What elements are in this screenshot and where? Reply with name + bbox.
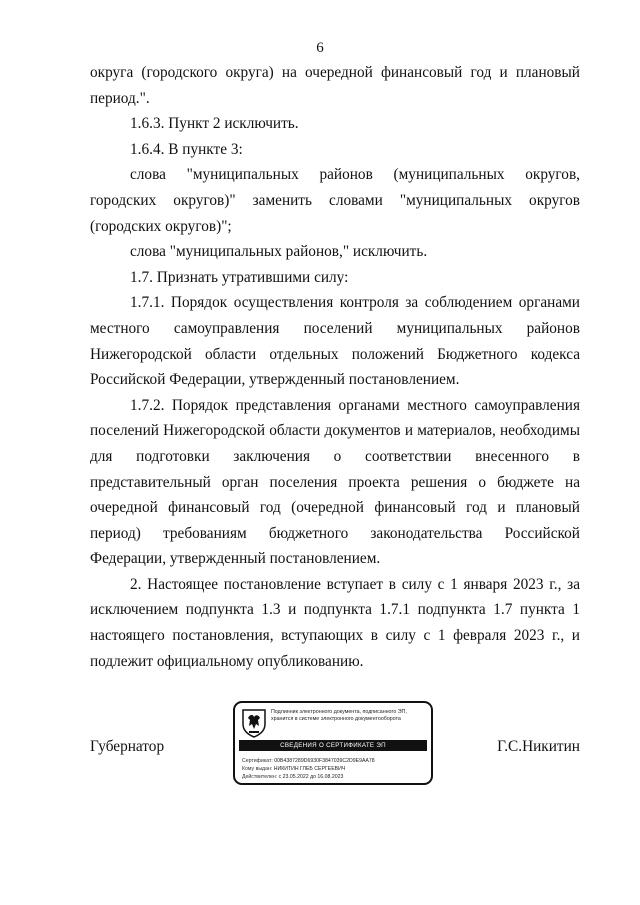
- coat-of-arms-icon: [241, 708, 267, 738]
- certificate-value: 00B4387289D6930F3847039C2D9E9AA78: [274, 758, 375, 764]
- certificate-row: [242, 758, 430, 764]
- signer-name: Г.С.Никитин: [497, 738, 580, 755]
- certificate-label: Сертификат:: [242, 758, 273, 764]
- paragraph-replace-words: слова "муниципальных районов (муниципальных округов, городских округов)" заменить словами "муниципальных округов (городских округов)";: [90, 166, 580, 235]
- paragraph-continuation: округа (городского округа) на очередной финансовый год и плановый период.".: [90, 64, 580, 107]
- document-body: [90, 60, 580, 674]
- stamp-header-line-2: хранится в системе электронного документооборота: [271, 716, 401, 722]
- paragraph-1-7-1: 1.7.1. Порядок осуществления контроля за соблюдением органами местного самоуправления поселений муниципальных районов Нижегородской области отдельных положений Бюджетного кодекса Российской Федерации, утвержденный постановлением.: [90, 294, 580, 389]
- electronic-signature-stamp: [233, 701, 433, 785]
- issued-to-value: НИКИТИН ГЛЕБ СЕРГЕЕВИЧ: [273, 766, 346, 772]
- paragraph-1-6-3: 1.6.3. Пункт 2 исключить.: [130, 115, 299, 133]
- paragraph-1-6-4: 1.6.4. В пункте 3:: [130, 140, 243, 158]
- stamp-header: [271, 709, 429, 723]
- issued-to-row: [242, 766, 430, 772]
- page-number: 6: [316, 40, 324, 56]
- validity-label: Действителен:: [242, 774, 278, 780]
- signer-title: Губернатор: [90, 738, 165, 755]
- paragraph-1-7: 1.7. Признать утратившими силу:: [130, 268, 349, 286]
- validity-row: [242, 774, 430, 780]
- paragraph-1-7-2: 1.7.2. Порядок представления органами местного самоуправления поселений Нижегородской области документов и материалов, необходимы для подготовки заключения о соответствии внесенного в представительный орган поселения проекта решения о бюджете на очередной финансовый год (очередной финансовый год и плановый период) требованиям бюджетного законодательства Российской Федерации, утвержденный постановлением.: [90, 396, 580, 568]
- stamp-title-bar: СВЕДЕНИЯ О СЕРТИФИКАТЕ ЭП: [239, 740, 427, 751]
- validity-value: с 23.05.2022 до 16.08.2023: [278, 774, 344, 780]
- stamp-header-line-1: Подлинник электронного документа, подписанного ЭП,: [271, 709, 407, 715]
- issued-to-label: Кому выдан:: [242, 766, 273, 772]
- paragraph-2: 2. Настоящее постановление вступает в силу с 1 января 2023 г., за исключением подпункта 1.3 и подпункта 1.7.1 подпункта 1.7 пункта 1 настоящего постановления, вступающих в силу с 1 февраля 2023 г., и подлежит официальному опубликованию.: [90, 575, 580, 670]
- paragraph-exclude-words: слова "муниципальных районов," исключить.: [130, 243, 428, 261]
